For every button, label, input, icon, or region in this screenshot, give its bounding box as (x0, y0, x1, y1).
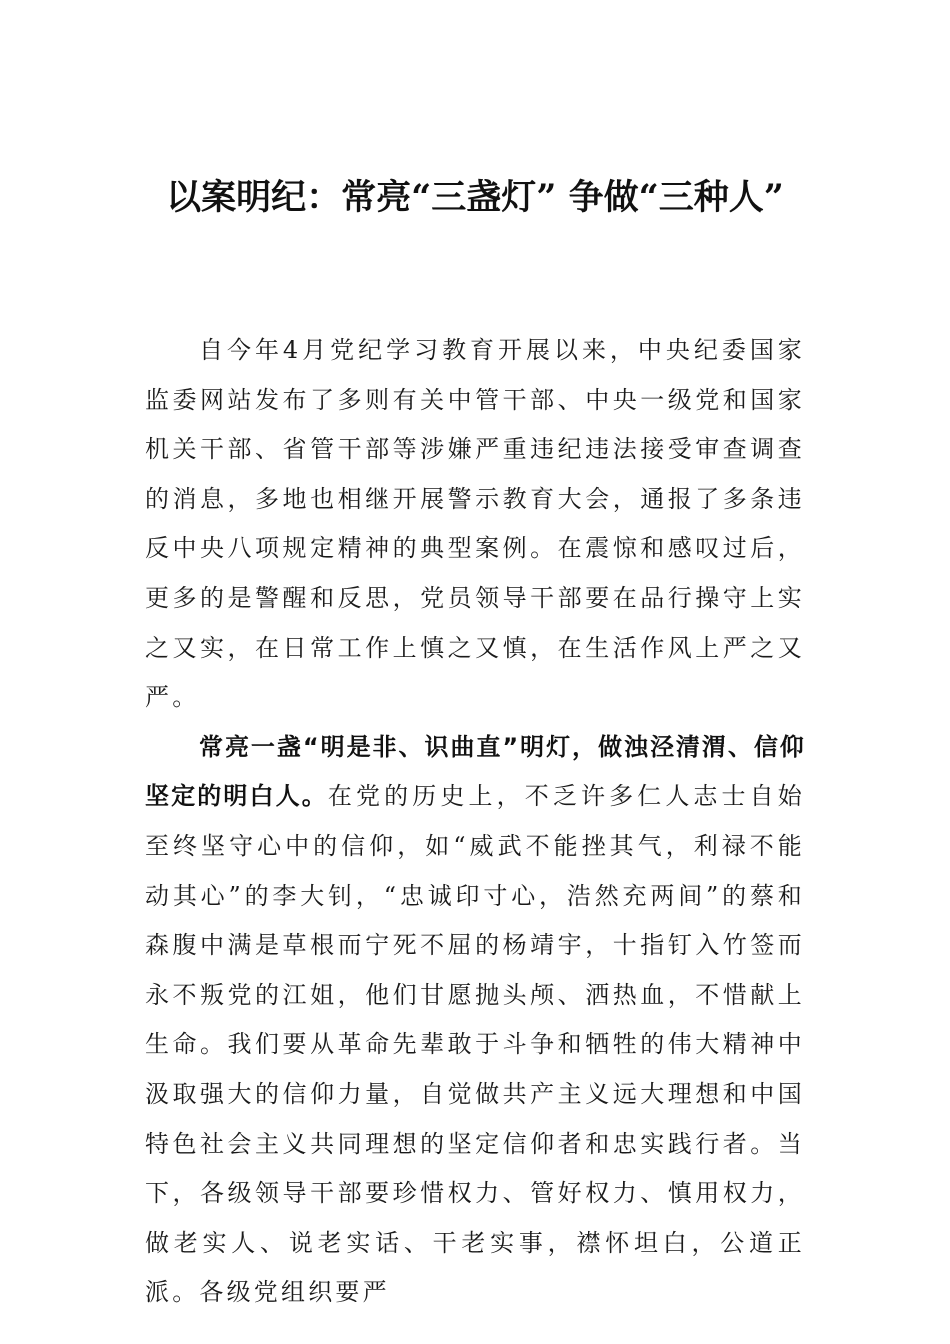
paragraph-first-lamp-text: 在党的历史上，不乏许多仁人志士自始至终坚守心中的信仰，如“威武不能挫其气，利禄不能动其心”的李大钊，“忠诚印寸心，浩然充两间”的蔡和森腹中满是草根而宁死不屈的杨靖宇，十指钉入竹签而永不叛党的江姐，他们甘愿抛头颅、洒热血，不惜献上生命。我们要从革命先辈敢于斗争和牺牲的伟大精神中汲取强大的信仰力量，自觉做共产主义远大理想和中国特色社会主义共同理想的坚定信仰者和忠实践行者。当下，各级领导干部要珍惜权力、管好权力、慎用权力，做老实人、说老实话、干老实事，襟怀坦白，公道正派。各级党组织要严 (145, 782, 805, 1307)
document-body (145, 326, 805, 1318)
paragraph-intro-text: 自今年4月党纪学习教育开展以来，中央纪委国家监委网站发布了多则有关中管干部、中央一级党和国家机关干部、省管干部等涉嫌严重违纪违法接受审查调查的消息，多地也相继开展警示教育大会，通报了多条违反中央八项规定精神的典型案例。在震惊和感叹过后，更多的是警醒和反思，党员领导干部要在品行操守上实之又实，在日常工作上慎之又慎，在生活作风上严之又严。 (145, 336, 805, 712)
paragraph-first-lamp (145, 723, 805, 1318)
paragraph-intro (145, 326, 805, 723)
document-title: 以案明纪：常亮“三盏灯” 争做“三种人” (166, 177, 784, 218)
paragraph-first-lamp-heading: 常亮一盏“明是非、识曲直”明灯，做浊泾清渭、信仰坚定的明白人。 (145, 732, 805, 811)
